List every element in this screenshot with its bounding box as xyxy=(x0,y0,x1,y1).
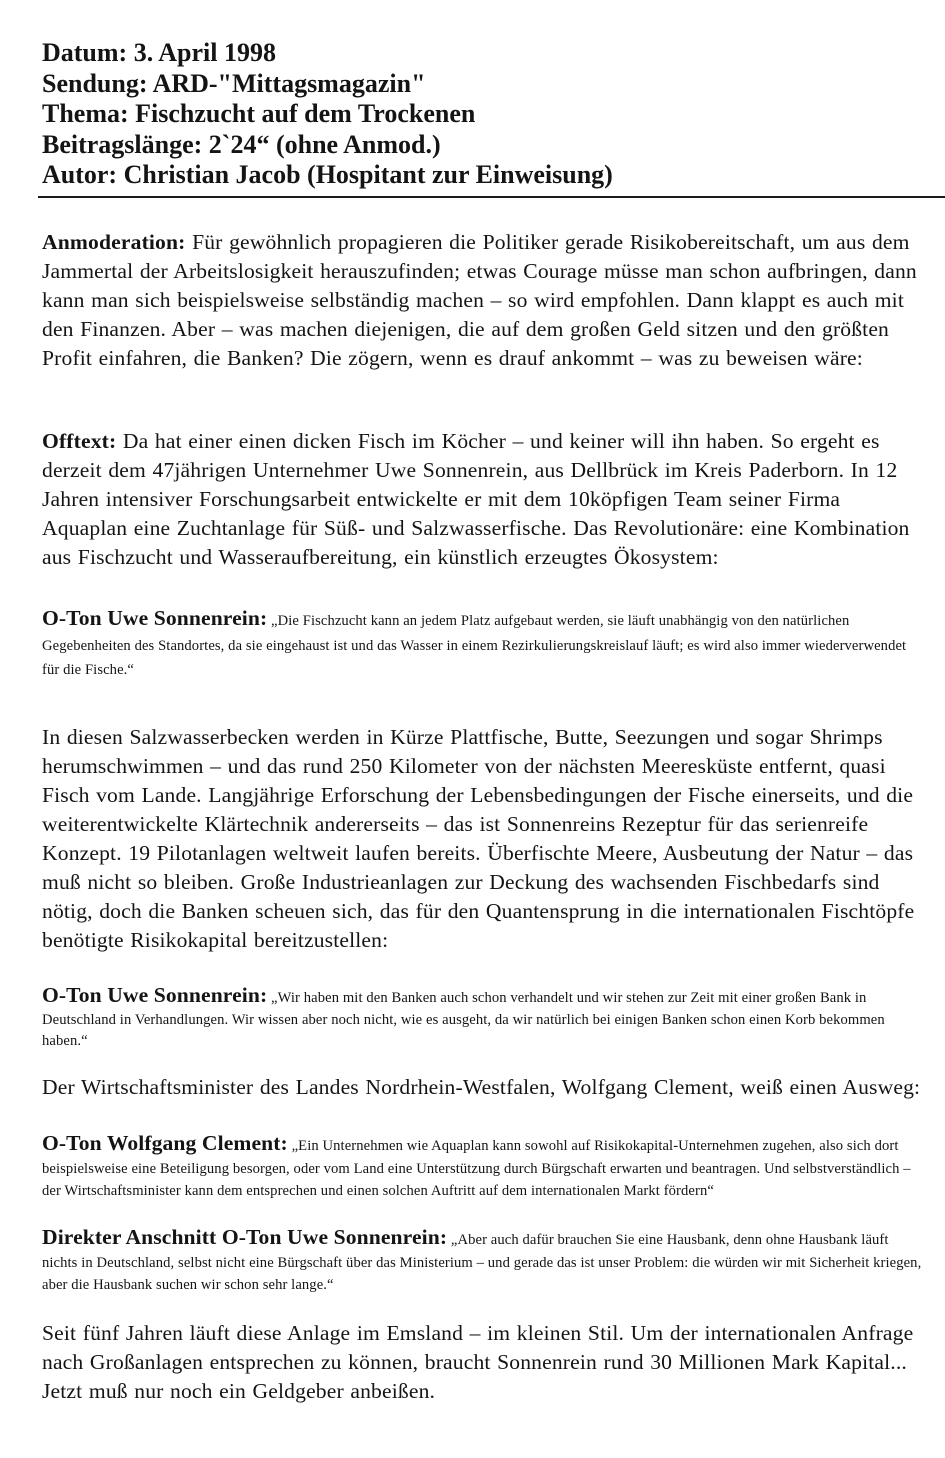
header-author: Autor: Christian Jacob (Hospitant zur Einweisung) xyxy=(42,160,613,189)
quote-2-text: „Wir haben mit den Banken auch schon verhandelt und wir stehen zur Zeit mit einer großen Bank in Deutschland in Verhandlungen. Wir wissen aber noch nicht, wie es ausgeht, da wir natürlich bei einigen Banken schon einen Korb bekommen haben.“ xyxy=(42,990,885,1049)
header-broadcast: Sendung: ARD-"Mittagsmagazin" xyxy=(42,68,426,98)
header-divider xyxy=(38,196,945,198)
anmoderation-paragraph xyxy=(42,228,922,373)
minister-intro-text: Der Wirtschaftsminister des Landes Nordrhein-Westfalen, Wolfgang Clement, weiß einen Ausweg: xyxy=(42,1075,921,1099)
quote-sonnenrein-2 xyxy=(42,985,922,1053)
offtext-paragraph xyxy=(42,427,922,572)
header-length: Beitragslänge: 2`24“ (ohne Anmod.) xyxy=(42,129,441,159)
quote-sonnenrein-1 xyxy=(42,606,912,683)
header-topic: Thema: Fischzucht auf dem Trockenen xyxy=(42,99,476,128)
quote-1-text: „Die Fischzucht kann an jedem Platz aufgebaut werden, sie läuft unabhängig von den natürlichen Gegebenheiten des Standortes, da sie eingehaust ist und das Wasser in einem Rezirkulierungskreislauf läuft; es wird also immer wiederverwendet für die Fische.“ xyxy=(42,613,907,678)
header-date: Datum: 3. April 1998 xyxy=(42,38,276,67)
quote-clement xyxy=(42,1132,922,1203)
closing-paragraph-text: Seit fünf Jahren läuft diese Anlage im Emsland – im kleinen Stil. Um der internationalen Anfrage nach Großanlagen entsprechen zu können, braucht Sonnenrein rund 30 Millionen Mark Kapital... Jetzt muß nur noch ein Geldgeber anbeißen. xyxy=(42,1321,914,1403)
document-header xyxy=(42,38,922,191)
quote-2-speaker: O-Ton Uwe Sonnenrein: xyxy=(42,983,268,1007)
anmoderation-text: Für gewöhnlich propagieren die Politiker gerade Risikobereitschaft, um aus dem Jammertal der Arbeitslosigkeit herauszufinden; etwas Courage müsse man schon aufbringen, dann kann man sich beispielsweise selbständig machen – so wird empfohlen. Dann klappt es auch mit den Finanzen. Aber – was machen diejenigen, die auf dem großen Geld sitzen und den größten Profit einfahren, die Banken? Die zögern, wenn es drauf ankommt – was zu beweisen wäre: xyxy=(42,230,917,370)
main-paragraph-text: In diesen Salzwasserbecken werden in Kürze Plattfische, Butte, Seezungen und sogar Shrimps herumschwimmen – und das rund 250 Kilometer von der nächsten Meeresküste entfernt, quasi Fisch vom Lande. Langjährige Erforschung der Lebensbedingungen der Fische einerseits, und die weiterentwickelte Klärtechnik andererseits – das ist Sonnenreins Rezeptur für das serienreife Konzept. 19 Pilotanlagen weltweit laufen bereits. Überfischte Meere, Ausbeutung der Natur – das muß nicht so bleiben. Große Industrieanlagen zur Deckung des wachsenden Fischbedarfs sind nötig, doch die Banken scheuen sich, das für den Quantensprung in die internationalen Fischtöpfe benötigte Risikokapital bereitzustellen: xyxy=(42,725,915,952)
quote-1-speaker: O-Ton Uwe Sonnenrein: xyxy=(42,606,268,630)
quote-3-speaker: O-Ton Wolfgang Clement: xyxy=(42,1131,288,1155)
offtext-text: Da hat einer einen dicken Fisch im Köcher – und keiner will ihn haben. So ergeht es derzeit dem 47jährigen Unternehmer Uwe Sonnenrein, aus Dellbrück im Kreis Paderborn. In 12 Jahren intensiver Forschungsarbeit entwickelte er mit dem 10köpfigen Team seiner Firma Aquaplan eine Zuchtanlage für Süß- und Salzwasserfische. Das Revolutionäre: eine Kombination aus Fischzucht und Wasseraufbereitung, ein künstlich erzeugtes Ökosystem: xyxy=(42,429,910,569)
quote-4-text: „Aber auch dafür brauchen Sie eine Hausbank, denn ohne Hausbank läuft nichts in Deutschland, selbst nicht eine Bürgschaft über das Ministerium – und gerade das ist unser Problem: die würden wir mit Sicherheit kriegen, aber die Hausbank suchen wir schon sehr lange.“ xyxy=(42,1232,922,1293)
closing-paragraph xyxy=(42,1319,922,1406)
minister-intro-paragraph xyxy=(42,1073,922,1102)
quote-sonnenrein-3 xyxy=(42,1226,922,1297)
offtext-label: Offtext: xyxy=(42,429,117,453)
anmoderation-label: Anmoderation: xyxy=(42,230,186,254)
quote-3-text: „Ein Unternehmen wie Aquaplan kann sowohl auf Risikokapital-Unternehmen zugehen, also sich dort beispielsweise eine Beteiligung besorgen, oder vom Land eine Unterstützung durch Bürgschaft erwarten und beantragen. Und selbstverständlich – der Wirtschaftsminister kann dem entsprechen und einen solchen Auftritt auf dem internationalen Markt fördern“ xyxy=(42,1138,911,1199)
quote-4-speaker: Direkter Anschnitt O-Ton Uwe Sonnenrein: xyxy=(42,1225,448,1249)
main-paragraph xyxy=(42,723,922,955)
